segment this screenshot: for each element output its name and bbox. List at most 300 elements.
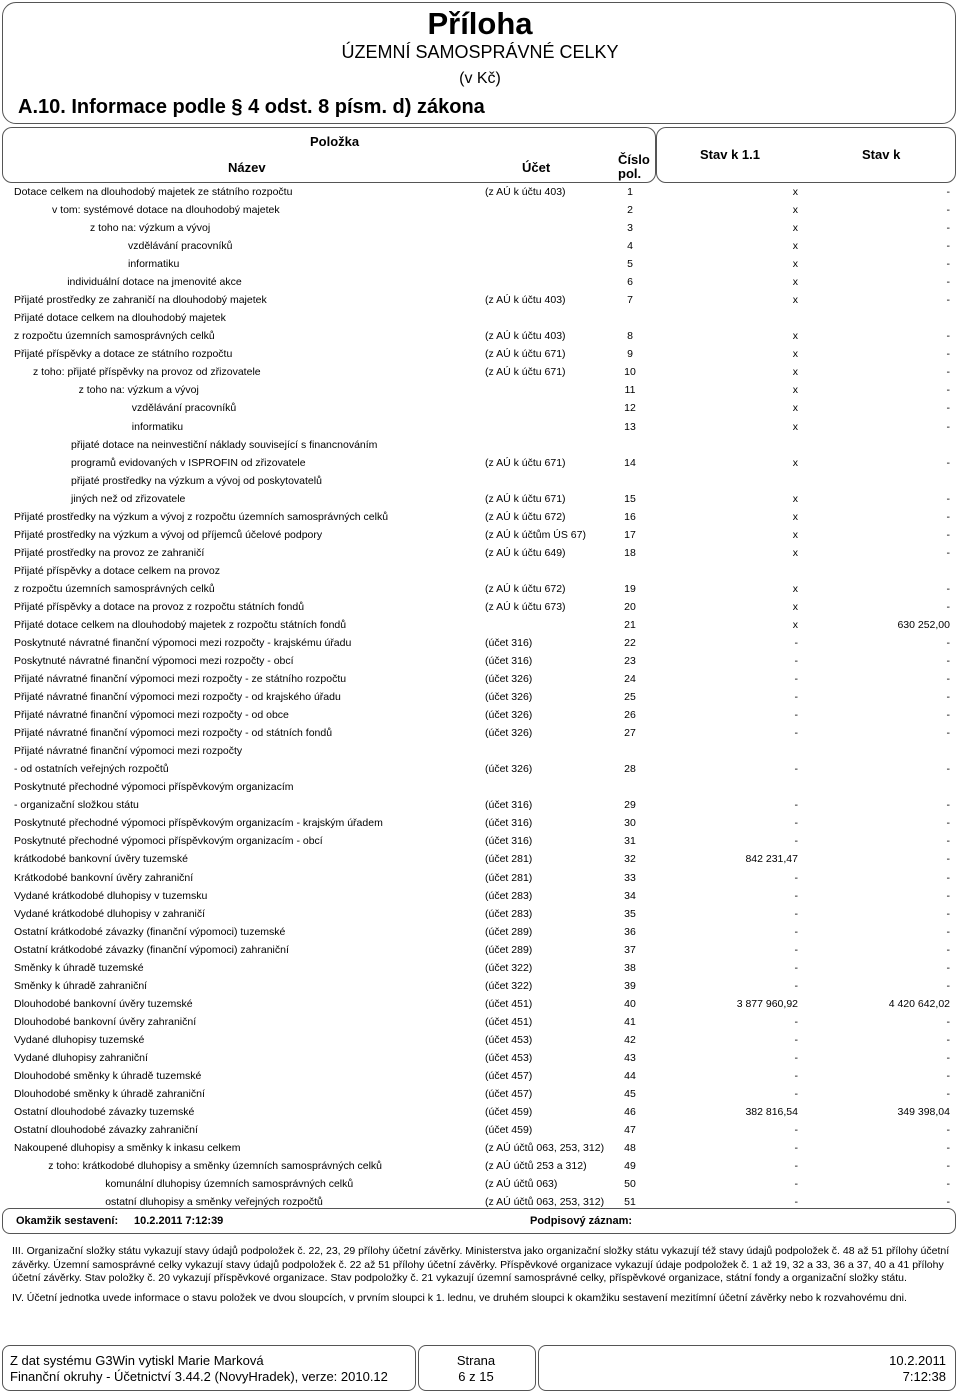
row-cislo: 34 (624, 889, 636, 902)
col-cislo: Číslo pol. (618, 152, 650, 181)
row-cislo: 8 (627, 330, 633, 343)
row-name: z toho na: výzkum a vývoj (78, 384, 199, 397)
row-cislo: 20 (624, 600, 636, 613)
row-stav1: - (794, 1069, 798, 1082)
row-ucet: (účet 283) (485, 907, 533, 920)
row-stav1: x (792, 186, 798, 198)
row-stav1: - (794, 727, 798, 740)
row-ucet: (účet 451) (485, 997, 533, 1010)
table-row (0, 327, 960, 345)
row-stav1: x (792, 402, 798, 415)
row-cislo: 7 (627, 294, 633, 307)
table-row (0, 399, 960, 417)
row-name: z rozpočtu územních samosprávných celků (14, 582, 215, 595)
table-row (0, 832, 960, 850)
print-time: 7:12:38 (902, 1369, 946, 1384)
row-ucet: (účet 326) (485, 709, 533, 722)
row-ucet: (z AÚ účtů 063, 253, 312) (485, 1142, 605, 1155)
row-stav2: - (946, 763, 950, 776)
note-iii: III. Organizační složky státu vykazují stavy údajů podpoložek č. 22, 23, 29 přílohy účetní závěrky. Ministerstva jako organizační složky státu vykazují též stavy údajů podpoložek č. 48 až 51 přílohy účetní závěrky. Územní samosprávné celky vykazují stavy údajů podpoložek č. 22 až 51 přílohy účetní závěrky. Příspěvkové organizace vykazují údaje podpoložek č. 1 až 19, 32 a 33, 36 a 37, 40 a 41 přílohy účetní závěrky. Stav položky č. 20 vykazují příspěvkové organizace. Stav podpoložky č. 21 vykazují územní samosprávné celky, příspěvkové organizace, státní fondy a organizační složky státu. (12, 1245, 950, 1284)
table-row (0, 742, 960, 760)
row-cislo: 35 (624, 907, 636, 920)
table-row (0, 454, 960, 472)
table-row (0, 1103, 960, 1121)
row-ucet: (účet 451) (485, 1015, 533, 1028)
row-stav2: 4 420 642,02 (888, 997, 950, 1010)
row-cislo: 40 (624, 997, 636, 1010)
row-cislo: 37 (624, 943, 636, 956)
row-stav1: - (794, 691, 798, 704)
row-name: z toho na: výzkum a vývoj (90, 222, 211, 235)
table-row (0, 1031, 960, 1049)
note-iv: IV. Účetní jednotka uvede informace o stavu položek ve dvou sloupcích, v prvním sloupci k 1. lednu, ve druhém sloupci k okamžiku sestavení mezitímní účetní závěrky nebo k rozvahovému dni. (12, 1292, 907, 1304)
row-cislo: 36 (624, 925, 636, 938)
row-ucet: (účet 281) (485, 871, 533, 884)
bottom-left-box (2, 1345, 416, 1391)
table-row (0, 1067, 960, 1085)
row-cislo: 16 (624, 510, 636, 523)
page-title: Příloha (427, 6, 533, 41)
table-row (0, 887, 960, 905)
row-name: vzdělávání pracovníků (128, 240, 233, 253)
row-cislo: 30 (624, 817, 636, 830)
row-stav2: - (946, 637, 950, 649)
row-stav1: 3 877 960,92 (736, 997, 798, 1010)
row-stav2: - (946, 294, 950, 307)
row-name: jiných než od zřizovatele (71, 492, 186, 505)
row-stav2: - (946, 943, 950, 956)
table-row (0, 923, 960, 941)
row-stav1: - (794, 871, 798, 884)
row-name: Dotace celkem na dlouhodobý majetek ze státního rozpočtu (14, 186, 293, 198)
row-stav2: - (946, 528, 950, 541)
row-name: Dlouhodobé směnky k úhradě zahraniční (14, 1088, 205, 1100)
row-cislo: 1 (627, 186, 633, 198)
row-cislo: 12 (624, 402, 636, 415)
row-ucet: (účet 316) (485, 835, 533, 848)
row-name: Přijaté návratné finanční výpomoci mezi rozpočty - od krajského úřadu (14, 691, 341, 704)
row-stav1: x (792, 546, 798, 559)
page-label: Strana (456, 1353, 496, 1368)
row-cislo: 38 (624, 961, 636, 974)
row-ucet: (účet 283) (485, 889, 533, 902)
row-stav1: x (792, 240, 798, 253)
row-stav2: - (946, 1051, 950, 1064)
row-name: Přijaté prostředky na výzkum a vývoj od příjemců účelové podpory (14, 528, 323, 541)
row-stav1: - (794, 907, 798, 920)
row-cislo: 49 (624, 1160, 636, 1173)
row-stav2: - (946, 492, 950, 505)
row-stav2: - (946, 889, 950, 902)
row-cislo: 46 (624, 1106, 636, 1119)
row-name: Směnky k úhradě zahraniční (14, 979, 148, 992)
row-cislo: 18 (624, 546, 636, 559)
row-cislo: 19 (624, 582, 636, 595)
row-cislo: 32 (624, 853, 636, 866)
table-row (0, 255, 960, 273)
row-name: Krátkodobé bankovní úvěry zahraniční (14, 871, 194, 884)
table-row (0, 706, 960, 724)
row-stav2: - (946, 330, 950, 343)
row-name: Směnky k úhradě tuzemské (14, 961, 144, 974)
col-ucet: Účet (522, 160, 551, 175)
row-stav2: - (946, 456, 950, 469)
row-name: Dlouhodobé směnky k úhradě tuzemské (14, 1069, 202, 1082)
row-cislo: 48 (624, 1142, 636, 1155)
row-stav1: x (792, 456, 798, 469)
table-row (0, 724, 960, 742)
row-name: Přijaté příspěvky a dotace na provoz z rozpočtu státních fondů (14, 600, 305, 613)
podpis-label: Podpisový záznam: (530, 1215, 633, 1227)
row-name: Přijaté prostředky na provoz ze zahraničí (14, 546, 205, 559)
row-stav1: - (794, 925, 798, 938)
row-ucet: (z AÚ k účtu 672) (485, 582, 566, 595)
table-row (0, 580, 960, 598)
row-name: - od ostatních veřejných rozpočtů (14, 763, 169, 776)
row-stav1: - (794, 1178, 798, 1191)
row-cislo: 3 (627, 222, 633, 235)
row-stav1: x (792, 420, 798, 433)
table-row (0, 273, 960, 291)
okamzik-label: Okamžik sestavení: (16, 1215, 119, 1227)
row-stav1: - (794, 763, 798, 776)
col-polozka: Položka (310, 134, 360, 149)
row-name: Přijaté příspěvky a dotace ze státního rozpočtu (14, 348, 233, 361)
table-row (0, 670, 960, 688)
row-name: programů evidovaných v ISPROFIN od zřizovatele (71, 456, 306, 469)
row-cislo: 47 (624, 1124, 636, 1137)
row-stav2: - (946, 709, 950, 722)
row-stav1: - (794, 817, 798, 830)
row-name: přijaté prostředky na výzkum a vývoj od poskytovatelů (71, 474, 322, 487)
row-name: individuální dotace na jmenovité akce (67, 276, 242, 289)
table-row (0, 436, 960, 454)
row-name: Přijaté návratné finanční výpomoci mezi rozpočty - ze státního rozpočtu (14, 673, 347, 686)
row-name: v tom: systémové dotace na dlouhodobý majetek (52, 204, 280, 217)
row-ucet: (účet 459) (485, 1124, 533, 1137)
row-ucet: (účet 289) (485, 925, 533, 938)
row-stav1: - (794, 943, 798, 956)
row-ucet: (účet 453) (485, 1051, 533, 1064)
row-name: informatiku (131, 420, 184, 433)
table-row (0, 1175, 960, 1193)
page-subtitle: ÚZEMNÍ SAMOSPRÁVNÉ CELKY (341, 42, 619, 62)
row-ucet: (z AÚ k účtu 403) (485, 330, 566, 343)
table-row (0, 1085, 960, 1103)
row-ucet: (z AÚ k účtu 649) (485, 546, 566, 559)
row-name: z toho: krátkodobé dluhopisy a směnky územních samosprávných celků (48, 1160, 383, 1173)
row-stav1: x (792, 330, 798, 343)
row-cislo: 11 (624, 384, 636, 397)
row-stav1: x (792, 510, 798, 523)
table-row (0, 688, 960, 706)
row-stav2: - (946, 240, 950, 253)
row-stav2: - (946, 1142, 950, 1155)
table-row (0, 1049, 960, 1067)
table-row (0, 616, 960, 634)
row-cislo: 4 (627, 240, 633, 253)
table-row (0, 850, 960, 868)
row-stav2: - (946, 186, 950, 198)
row-stav2: - (946, 871, 950, 884)
okamzik-value: 10.2.2011 7:12:39 (134, 1215, 224, 1227)
row-stav1: - (794, 979, 798, 992)
row-cislo: 41 (624, 1015, 636, 1028)
row-cislo: 6 (627, 276, 633, 289)
row-stav1: - (794, 709, 798, 722)
unit-label: (v Kč) (459, 70, 501, 87)
row-name: přijaté dotace na neinvestiční náklady související s financnováním (71, 438, 378, 451)
table-row (0, 291, 960, 309)
row-ucet: (účet 326) (485, 691, 533, 704)
row-stav2: 349 398,04 (897, 1106, 950, 1119)
row-stav1: x (792, 258, 798, 271)
row-stav1: x (792, 348, 798, 361)
row-name: Ostatní krátkodobé závazky (finanční výpomoci) tuzemské (14, 925, 286, 938)
table-row (0, 760, 960, 778)
row-cislo: 27 (624, 727, 636, 740)
row-cislo: 9 (627, 348, 633, 361)
row-cislo: 26 (624, 709, 636, 722)
table-row (0, 490, 960, 508)
row-cislo: 24 (624, 673, 636, 686)
printed-by: Z dat systému G3Win vytiskl Marie Marková (10, 1353, 264, 1368)
row-stav1: - (794, 673, 798, 686)
table-row (0, 814, 960, 832)
row-ucet: (z AÚ účtů 253 a 312) (485, 1160, 587, 1173)
row-cislo: 2 (627, 204, 633, 217)
row-cislo: 13 (624, 420, 636, 433)
row-stav2: - (946, 222, 950, 235)
row-stav1: - (794, 1124, 798, 1137)
row-stav1: x (792, 384, 798, 397)
row-cislo: 28 (624, 763, 636, 776)
row-stav1: - (794, 1088, 798, 1100)
row-name: Poskytnuté přechodné výpomoci příspěvkovým organizacím - krajským úřadem (14, 817, 383, 830)
row-cislo: 14 (624, 456, 636, 469)
row-cislo: 31 (624, 835, 636, 848)
table-row (0, 381, 960, 399)
row-stav2: - (946, 510, 950, 523)
row-name: Přijaté dotace celkem na dlouhodobý majetek z rozpočtu státních fondů (14, 618, 347, 631)
row-ucet: (účet 316) (485, 817, 533, 830)
row-cislo: 29 (624, 799, 636, 812)
row-ucet: (z AÚ k účtu 671) (485, 366, 566, 379)
row-name: Vydané krátkodobé dluhopisy v zahraničí (14, 907, 206, 920)
row-stav1: - (794, 961, 798, 974)
row-stav1: x (792, 366, 798, 379)
table-row (0, 1121, 960, 1139)
table-row (0, 1139, 960, 1157)
row-stav2: - (946, 799, 950, 812)
row-name: Ostatní dlouhodobé závazky tuzemské (14, 1106, 195, 1119)
table-row (0, 905, 960, 923)
row-cislo: 44 (624, 1069, 636, 1082)
row-ucet: (z AÚ k účtu 671) (485, 456, 566, 469)
row-stav2: - (946, 727, 950, 740)
row-cislo: 25 (624, 691, 636, 704)
col-nazev: Název (228, 160, 266, 175)
row-name: Dlouhodobé bankovní úvěry zahraniční (14, 1015, 197, 1028)
row-ucet: (z AÚ k účtu 403) (485, 294, 566, 307)
row-stav1: - (794, 799, 798, 812)
row-cislo: 42 (624, 1033, 636, 1046)
table-row (0, 652, 960, 670)
row-stav1: x (792, 276, 798, 289)
row-stav1: - (794, 1196, 798, 1209)
row-cislo: 5 (627, 258, 633, 271)
row-cislo: 23 (624, 655, 636, 668)
table-row (0, 634, 960, 652)
row-name: komunální dluhopisy územních samosprávných celků (105, 1178, 354, 1191)
table-row (0, 508, 960, 526)
table-row (0, 472, 960, 490)
row-stav1: x (792, 528, 798, 541)
row-stav2: - (946, 258, 950, 271)
row-ucet: (účet 281) (485, 853, 533, 866)
row-stav2: - (946, 961, 950, 974)
row-name: Přijaté dotace celkem na dlouhodobý majetek (14, 312, 226, 325)
row-ucet: (účet 322) (485, 979, 533, 992)
table-row (0, 418, 960, 436)
row-ucet: (účet 322) (485, 961, 533, 974)
row-stav2: - (946, 1178, 950, 1191)
row-stav1: - (794, 637, 798, 649)
table-row (0, 869, 960, 887)
row-stav2: - (946, 1124, 950, 1137)
row-cislo: 45 (624, 1088, 636, 1100)
row-name: Přijaté prostředky ze zahraničí na dlouhodobý majetek (14, 294, 267, 307)
row-name: Dlouhodobé bankovní úvěry tuzemské (14, 997, 193, 1010)
row-ucet: (účet 326) (485, 673, 533, 686)
row-stav2: - (946, 582, 950, 595)
bottom-mid-box (418, 1345, 536, 1391)
row-ucet: (účet 316) (485, 655, 533, 668)
row-stav2: - (946, 420, 950, 433)
row-name: Ostatní krátkodobé závazky (finanční výpomoci) zahraniční (14, 943, 289, 956)
row-stav2: - (946, 204, 950, 217)
row-stav1: - (794, 1142, 798, 1155)
row-stav2: - (946, 1015, 950, 1028)
row-cislo: 21 (624, 618, 636, 631)
row-stav1: x (792, 294, 798, 307)
row-stav2: - (946, 1069, 950, 1082)
table-row (0, 941, 960, 959)
row-cislo: 33 (624, 871, 636, 884)
row-stav2: - (946, 1033, 950, 1046)
row-ucet: (účet 289) (485, 943, 533, 956)
row-name: z toho: přijaté příspěvky na provoz od zřizovatele (33, 366, 261, 379)
row-ucet: (z AÚ k účtu 671) (485, 348, 566, 361)
row-stav2: - (946, 925, 950, 938)
row-ucet: (účet 326) (485, 763, 533, 776)
table-row (0, 562, 960, 580)
row-stav1: - (794, 655, 798, 668)
software-info: Finanční okruhy - Účetnictví 3.44.2 (NovyHradek), verze: 2010.12 (10, 1369, 388, 1384)
row-cislo: 17 (624, 528, 636, 541)
row-ucet: (z AÚ účtů 063, 253, 312) (485, 1196, 605, 1209)
row-stav2: - (946, 817, 950, 830)
table-row (0, 219, 960, 237)
row-stav2: - (946, 853, 950, 866)
row-name: Vydané dluhopisy zahraniční (14, 1051, 148, 1064)
row-name: krátkodobé bankovní úvěry tuzemské (14, 853, 188, 866)
row-stav2: - (946, 835, 950, 848)
row-stav1: x (792, 204, 798, 217)
row-stav1: x (792, 582, 798, 595)
row-stav2: - (946, 1160, 950, 1173)
row-name: z rozpočtu územních samosprávných celků (14, 330, 215, 343)
page-number: 6 z 15 (458, 1369, 494, 1384)
row-cislo: 22 (624, 637, 636, 649)
row-cislo: 15 (624, 492, 636, 505)
row-stav1: - (794, 889, 798, 902)
row-ucet: (účet 316) (485, 799, 533, 812)
row-stav1: - (794, 1051, 798, 1064)
row-name: Vydané dluhopisy tuzemské (14, 1033, 145, 1046)
row-name: - organizační složkou státu (14, 799, 139, 812)
table-row (0, 1013, 960, 1031)
row-cislo: 43 (624, 1051, 636, 1064)
row-cislo: 10 (624, 366, 636, 379)
row-stav2: - (946, 348, 950, 361)
row-stav1: - (794, 835, 798, 848)
row-name: vzdělávání pracovníků (131, 402, 237, 415)
row-stav2: - (946, 907, 950, 920)
row-stav1: x (792, 492, 798, 505)
row-stav1: 842 231,47 (745, 853, 798, 866)
row-cislo: 50 (624, 1178, 636, 1191)
row-stav2: - (946, 673, 950, 686)
row-ucet: (z AÚ k účtu 403) (485, 186, 566, 198)
table-row (0, 544, 960, 562)
row-stav1: 382 816,54 (745, 1106, 798, 1119)
row-stav1: - (794, 1015, 798, 1028)
bottom-right-box (538, 1345, 956, 1391)
table-row (0, 345, 960, 363)
row-stav1: - (794, 1033, 798, 1046)
row-name: Poskytnuté návratné finanční výpomoci mezi rozpočty - krajskému úřadu (14, 637, 352, 649)
row-name: ostatní dluhopisy a směnky veřejných rozpočtů (105, 1196, 323, 1209)
row-stav2: - (946, 402, 950, 415)
row-name: Přijaté příspěvky a dotace celkem na provoz (14, 564, 221, 577)
row-name: Nakoupené dluhopisy a směnky k inkasu celkem (14, 1142, 241, 1155)
row-name: Přijaté návratné finanční výpomoci mezi rozpočty - od státních fondů (14, 727, 333, 740)
table-row (0, 183, 960, 201)
row-stav2: - (946, 655, 950, 668)
row-stav1: x (792, 222, 798, 235)
row-ucet: (z AÚ k účtu 673) (485, 600, 566, 613)
row-ucet: (účet 453) (485, 1033, 533, 1046)
section-title: A.10. Informace podle § 4 odst. 8 písm. d) zákona (18, 96, 485, 118)
table-row (0, 778, 960, 796)
row-stav2: - (946, 600, 950, 613)
row-ucet: (z AÚ k účtu 672) (485, 510, 566, 523)
row-stav2: 630 252,00 (897, 618, 950, 631)
row-cislo: 39 (624, 979, 636, 992)
row-ucet: (účet 457) (485, 1069, 533, 1082)
row-stav1: - (794, 1160, 798, 1173)
row-ucet: (účet 316) (485, 637, 533, 649)
row-ucet: (účet 459) (485, 1106, 533, 1119)
row-name: Přijaté návratné finanční výpomoci mezi rozpočty (14, 745, 243, 758)
row-stav1: x (792, 618, 798, 631)
table-row (0, 237, 960, 255)
row-name: Přijaté prostředky na výzkum a vývoj z rozpočtu územních samosprávných celků (14, 510, 389, 523)
row-cislo: 51 (624, 1196, 636, 1209)
row-name: Přijaté návratné finanční výpomoci mezi rozpočty - od obce (14, 709, 289, 722)
table-row (0, 309, 960, 327)
